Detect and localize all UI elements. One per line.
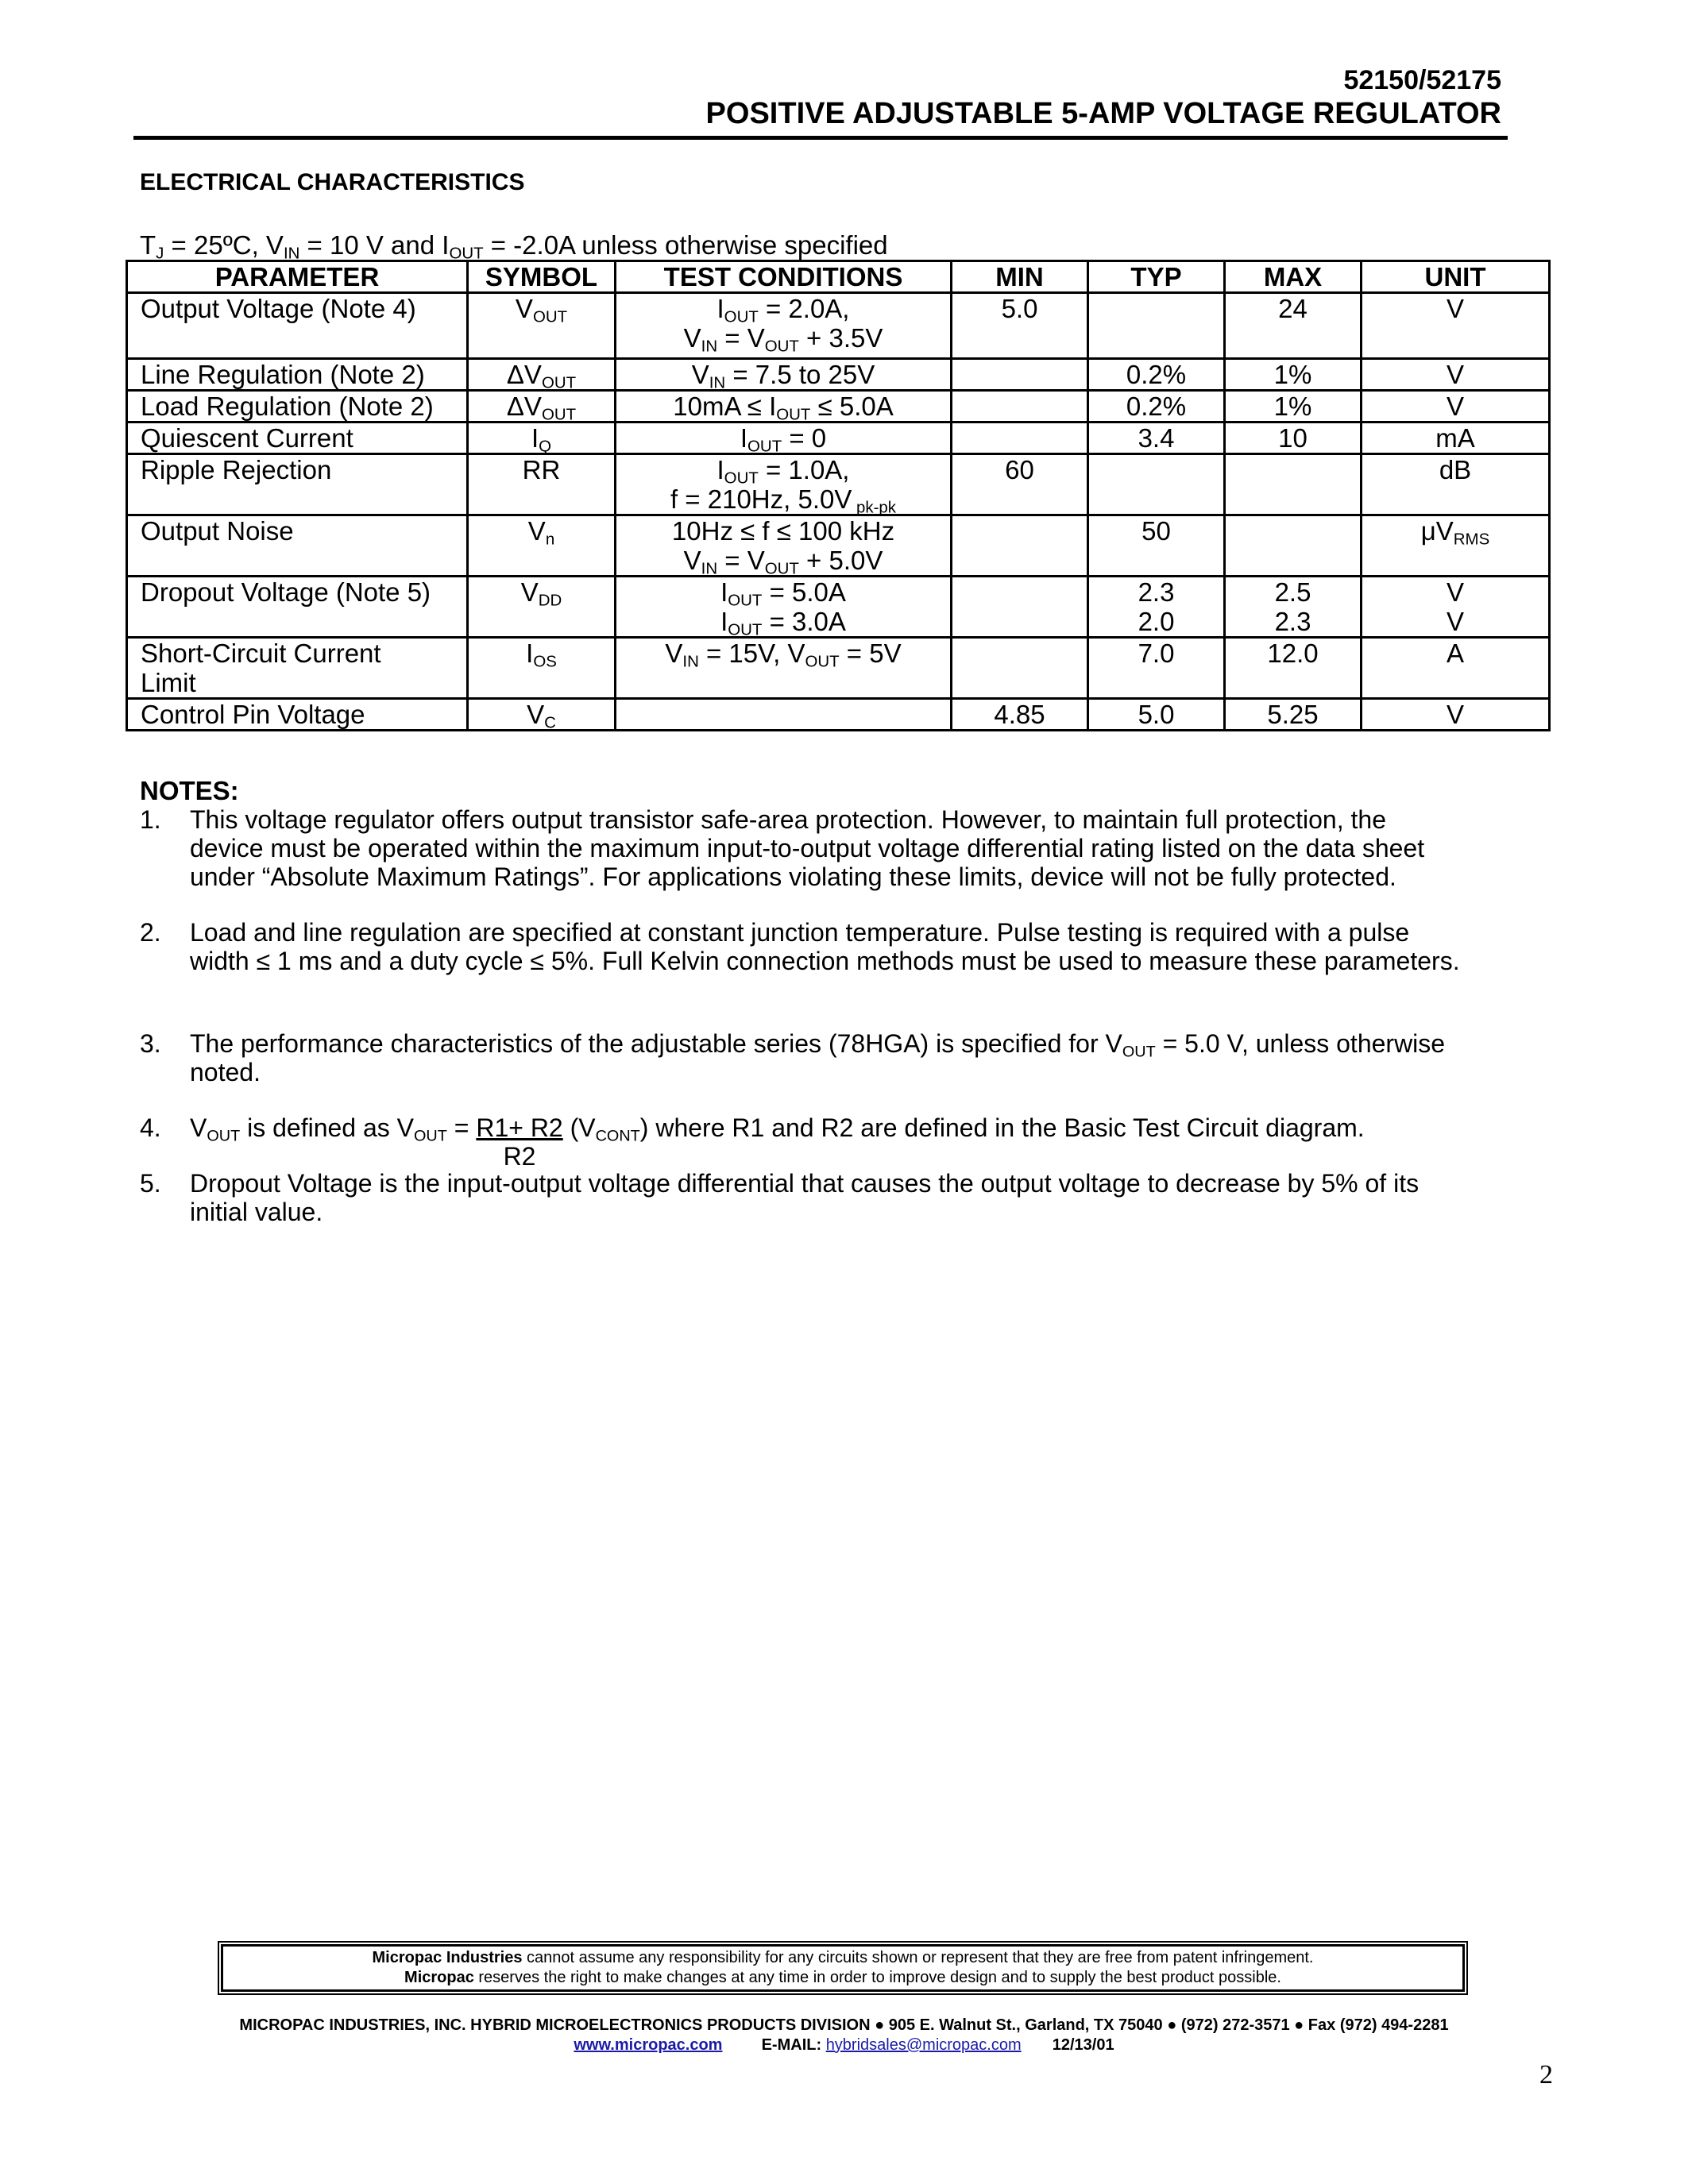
unit-cell: V (1362, 391, 1550, 423)
unit-cell: V V (1362, 577, 1550, 638)
symbol-cell: $V_C$ (468, 699, 616, 731)
electrical-characteristics-table (126, 260, 1551, 731)
table-row (127, 577, 1550, 638)
max-cell: 10 (1225, 423, 1362, 454)
min-cell (952, 423, 1088, 454)
email-label: E-MAIL: (761, 2036, 826, 2054)
typ-cell: 50 (1088, 515, 1225, 577)
max-cell: 24 (1225, 293, 1362, 359)
typ-cell: 3.4 (1088, 423, 1225, 454)
unit-cell: V (1362, 699, 1550, 731)
page-title: POSITIVE ADJUSTABLE 5-AMP VOLTAGE REGULATOR (705, 97, 1501, 130)
max-cell: 1% (1225, 359, 1362, 391)
typ-cell: 0.2% (1088, 391, 1225, 423)
max-cell: 1% (1225, 391, 1362, 423)
conditions-cell: $I_{OUT} = 2.0A$, $V_{IN} = V_{OUT} + 3.5V$ (616, 293, 952, 359)
table-row (127, 699, 1550, 731)
min-cell (952, 515, 1088, 577)
table-header-row (127, 261, 1550, 293)
symbol-cell: RR (468, 454, 616, 515)
conditions-cell (616, 699, 952, 731)
col-header-max: MAX (1225, 261, 1362, 293)
param-cell: Ripple Rejection (127, 454, 468, 515)
param-cell: Quiescent Current (127, 423, 468, 454)
unit-cell: V (1362, 359, 1550, 391)
typ-cell: 2.3 2.0 (1088, 577, 1225, 638)
notes-section (140, 777, 1538, 1226)
max-cell: 2.5 2.3 (1225, 577, 1362, 638)
footer-contact (0, 2036, 1688, 2055)
symbol-cell: $V_{DD}$ (468, 577, 616, 638)
symbol-cell: $V_{OUT}$ (468, 293, 616, 359)
note-number: 4. (140, 1113, 161, 1142)
table-row (127, 359, 1550, 391)
table-row (127, 454, 1550, 515)
conditions-cell: $V_{IN} = 7.5$ to 25V (616, 359, 952, 391)
max-cell (1225, 454, 1362, 515)
footer-address: MICROPAC INDUSTRIES, INC. HYBRID MICROELECTRONICS PRODUCTS DIVISION ● 905 E. Walnut St., Garland, TX 75040 ● (972) 272-3571 ● Fax (972) 494-2281 (239, 2016, 1449, 2034)
symbol-cell: $I_{OS}$ (468, 638, 616, 699)
note-number: 1. (140, 805, 161, 834)
symbol-cell: $I_Q$ (468, 423, 616, 454)
param-cell: Dropout Voltage (Note 5) (127, 577, 468, 638)
col-header-symbol: SYMBOL (468, 261, 616, 293)
min-cell: 60 (952, 454, 1088, 515)
typ-cell: 5.0 (1088, 699, 1225, 731)
min-cell (952, 638, 1088, 699)
symbol-cell: $V_n$ (468, 515, 616, 577)
note-1: 1. This voltage regulator offers output transistor safe-area protection. However, to maintain full protection, the device must be operated within the maximum input-to-output voltage differential rating listed on the data sheet under “Absolute Maximum Ratings”. For applications violating these limits, device will not be fully protected. (140, 805, 1425, 891)
col-header-typ: TYP (1088, 261, 1225, 293)
min-cell: 5.0 (952, 293, 1088, 359)
typ-cell (1088, 293, 1225, 359)
note-4: 4. $V_{OUT}$ is defined as $V_{OUT} = \frac{R1+ R2}{R2}$ $(V_{CONT})$ where R1 and R2 are defined in the Basic Test Circuit diagram. (140, 1113, 1365, 1171)
min-cell: 4.85 (952, 699, 1088, 731)
test-conditions: $T_J$ = 25ºC, $V_{IN} = 10$ V and $I_{OUT} = -2.0A$ unless otherwise specified (140, 230, 888, 263)
param-cell: Control Pin Voltage (127, 699, 468, 731)
param-cell: Output Voltage (Note 4) (127, 293, 468, 359)
table-row (127, 638, 1550, 699)
col-header-test-conditions: TEST CONDITIONS (616, 261, 952, 293)
header-rule (133, 136, 1508, 140)
notes-heading: NOTES: (140, 776, 239, 805)
disclaimer-box: Micropac Industries cannot assume any responsibility for any circuits shown or represent that they are free from patent infringement. Micropac reserves the right to make changes at any time in order to improve design and to supply the best product possible. (221, 1944, 1465, 1992)
note-2: 2. Load and line regulation are specified at constant junction temperature. Pulse testing is required with a pulse width ≤ 1 ms and a duty cycle ≤ 5%. Full Kelvin connection methods must be used to measure these parameters. (140, 918, 1460, 975)
page-number: 2 (1539, 2060, 1553, 2089)
param-cell: Short-Circuit Current Limit (127, 638, 468, 699)
param-cell: Output Noise (127, 515, 468, 577)
unit-cell: $\mu V_{RMS}$ (1362, 515, 1550, 577)
param-cell: Line Regulation (Note 2) (127, 359, 468, 391)
conditions-cell: $I_{OUT} = 0$ (616, 423, 952, 454)
typ-cell: 7.0 (1088, 638, 1225, 699)
table-row (127, 515, 1550, 577)
table-row (127, 423, 1550, 454)
conditions-cell: $I_{OUT} = 5.0A$ $I_{OUT} = 3.0A$ (616, 577, 952, 638)
col-header-parameter: PARAMETER (127, 261, 468, 293)
unit-cell: dB (1362, 454, 1550, 515)
unit-cell: mA (1362, 423, 1550, 454)
typ-cell: 0.2% (1088, 359, 1225, 391)
part-number: 52150/52175 (1343, 65, 1501, 95)
vout-formula-fraction: $\frac{R1+ R2}{R2}$ (476, 1113, 563, 1171)
conditions-cell: 10Hz ≤ f ≤ 100 kHz $V_{IN} = V_{OUT} + 5.0V$ (616, 515, 952, 577)
table-row (127, 293, 1550, 359)
unit-cell: A (1362, 638, 1550, 699)
min-cell (952, 391, 1088, 423)
conditions-cell: $I_{OUT} = 1.0A$, f = 210Hz, 5.0V $_{pk-pk}$ (616, 454, 952, 515)
email-link[interactable]: hybridsales@micropac.com (825, 2036, 1022, 2054)
section-title: ELECTRICAL CHARACTERISTICS (140, 169, 525, 195)
note-number: 2. (140, 918, 161, 947)
conditions-cell: $10mA \le I_{OUT} \le 5.0A$ (616, 391, 952, 423)
note-5: 5. Dropout Voltage is the input-output voltage differential that causes the output voltage to decrease by 5% of its initial value. (140, 1169, 1420, 1226)
conditions-cell: $V_{IN} = 15V$, $V_{OUT} = 5V$ (616, 638, 952, 699)
note-number: 3. (140, 1029, 161, 1058)
website-link[interactable]: www.micropac.com (574, 2036, 723, 2054)
col-header-unit: UNIT (1362, 261, 1550, 293)
param-cell: Load Regulation (Note 2) (127, 391, 468, 423)
min-cell (952, 359, 1088, 391)
unit-cell: V (1362, 293, 1550, 359)
table-row (127, 391, 1550, 423)
max-cell: 5.25 (1225, 699, 1362, 731)
typ-cell (1088, 454, 1225, 515)
col-header-min: MIN (952, 261, 1088, 293)
note-number: 5. (140, 1169, 161, 1198)
max-cell (1225, 515, 1362, 577)
note-3: 3. The performance characteristics of the adjustable series (78HGA) is specified for $V_{OUT} = 5.0$ V, unless otherwise noted. (140, 1029, 1446, 1086)
min-cell (952, 577, 1088, 638)
symbol-cell: $\Delta V_{OUT}$ (468, 391, 616, 423)
footer-date: 12/13/01 (1052, 2036, 1114, 2054)
symbol-cell: $\Delta V_{OUT}$ (468, 359, 616, 391)
max-cell: 12.0 (1225, 638, 1362, 699)
